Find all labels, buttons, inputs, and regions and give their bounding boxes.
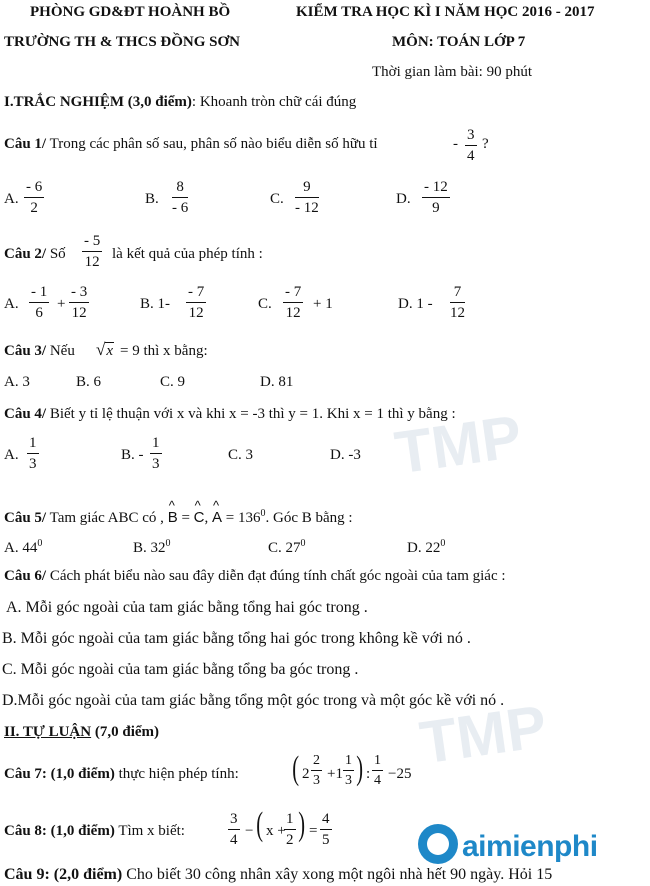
q8-text: Tìm x biết:	[118, 823, 185, 839]
q8-x: x +	[266, 823, 286, 839]
q7-paren-left: (	[292, 750, 300, 787]
q6-question	[4, 568, 506, 585]
q9-label: Câu 9: (2,0 điểm)	[4, 866, 123, 883]
q5-question	[4, 508, 353, 527]
q5-option-d: D. $22^0$	[407, 538, 446, 556]
q1-label: Câu 1/	[4, 136, 47, 152]
q1-option-a-frac: $\frac{- 6}{2}$	[26, 179, 43, 216]
q3-pre: Nếu	[49, 343, 75, 359]
q5-comma: ,	[204, 510, 209, 526]
q7-label: Câu 7: (1,0 điểm)	[4, 766, 115, 782]
q3-sqrt	[96, 340, 114, 360]
q1-option-c: C.	[270, 191, 284, 207]
q5-eq2: = 136	[225, 510, 261, 526]
q4-option-c: C. 3	[228, 447, 254, 463]
q8-frac1: $\frac{3}{4}$	[230, 811, 238, 848]
q1-option-b: B.	[145, 191, 159, 207]
q2-option-c-frac: $\frac{- 7}{12}$	[285, 284, 302, 321]
q5-angle-b: ^ B	[168, 509, 178, 526]
q6-label: Câu 6/	[4, 568, 47, 584]
q4-option-a: A.	[4, 447, 19, 463]
q8-paren-right: )	[298, 806, 306, 843]
q5-degree: 0	[260, 508, 266, 519]
q1-option-c-frac: $\frac{9}{- 12}$	[295, 179, 319, 216]
q2-option-d: D. 1 -	[398, 296, 433, 312]
q2-fraction: $\frac{- 5}{12}$	[84, 233, 101, 270]
q3-option-a: A. 3	[4, 374, 30, 390]
q3-post: = 9 thì x bằng:	[120, 343, 208, 359]
q1-question	[4, 136, 378, 153]
taimienphi-logo-icon	[418, 824, 458, 864]
q6-option-d: D.Mỗi góc ngoài của tam giác bằng tổng một góc trong và một góc kề với nó .	[2, 692, 505, 709]
q6-option-b: B. Mỗi góc ngoài của tam giác bằng tổng hai góc trong không kề với nó .	[2, 630, 471, 647]
q7-text: thực hiện phép tính:	[118, 766, 239, 782]
q2-option-a-frac2: $\frac{- 3}{12}$	[71, 284, 88, 321]
q4-option-d: D. -3	[330, 447, 361, 463]
q7-frac2: $\frac{1}{3}$	[345, 753, 352, 788]
q7-paren-right: )	[356, 750, 364, 787]
q3-question	[4, 343, 75, 360]
q4-question	[4, 406, 456, 423]
q3-label: Câu 3/	[4, 343, 47, 359]
q8-frac2: $\frac{1}{2}$	[286, 811, 294, 848]
q2-post: là kết quả của phép tính :	[112, 246, 263, 262]
q1-option-a: A.	[4, 191, 19, 207]
q5-angle-c: ^ C	[194, 509, 205, 526]
q7-frac1: $\frac{2}{3}$	[313, 753, 320, 788]
q2-option-a: A.	[4, 296, 19, 312]
q5-eq: =	[181, 510, 190, 526]
q3-radicand: x	[106, 343, 114, 359]
q1-option-d: D.	[396, 191, 411, 207]
q1-fraction: $\frac{3}{4}$	[467, 127, 475, 164]
q8-question	[4, 823, 185, 840]
q7-frac3: $\frac{1}{4}$	[374, 753, 381, 788]
q9-question	[4, 866, 552, 884]
q8-frac3: $\frac{4}{5}$	[322, 811, 330, 848]
q7-colon: :	[366, 766, 371, 782]
q1-qmark: ?	[482, 136, 489, 152]
section2-heading	[4, 724, 159, 741]
q4-option-b-frac: $\frac{1}{3}$	[152, 435, 160, 472]
q7-plus: +1	[327, 766, 343, 782]
q5-pre: Tam giác ABC có ,	[49, 510, 164, 526]
section1-instruction: : Khoanh tròn chữ cái đúng	[191, 94, 357, 110]
q6-text: Cách phát biểu nào sau đây diễn đạt đúng tính chất góc ngoài của tam giác :	[49, 568, 506, 584]
q2-option-c: C.	[258, 296, 272, 312]
q1-minus: -	[453, 136, 458, 152]
q2-option-b: B. 1-	[140, 296, 170, 312]
q7-tail: −25	[388, 766, 412, 782]
q8-label: Câu 8: (1,0 điểm)	[4, 823, 115, 839]
q3-option-b: B. 6	[76, 374, 102, 390]
q2-option-d-frac: $\frac{7}{12}$	[450, 284, 465, 321]
q3-option-c: C. 9	[160, 374, 186, 390]
q7-whole: 2	[302, 766, 310, 782]
q2-option-a-plus: +	[57, 296, 66, 312]
taimienphi-logo-text: aimienphi	[462, 830, 598, 863]
q5-angle-a: ^ A	[212, 509, 222, 526]
q3-option-d: D. 81	[260, 374, 294, 390]
q1-text: Trong các phân số sau, phân số nào biểu diễn số hữu tỉ	[49, 136, 378, 152]
q4-label: Câu 4/	[4, 406, 47, 422]
q2-option-b-frac: $\frac{- 7}{12}$	[188, 284, 205, 321]
watermark-tmp-lower: TMP	[415, 692, 551, 777]
sqrt-icon: √	[96, 340, 106, 359]
q2-option-a-frac1: $\frac{- 1}{6}$	[31, 284, 48, 321]
section2-title: II. TỰ LUẬN	[4, 724, 92, 740]
q6-option-c: C. Mỗi góc ngoài của tam giác bằng tổng ba góc trong .	[2, 661, 359, 678]
header-duration: Thời gian làm bài: 90 phút	[372, 64, 532, 80]
section2-points: (7,0 điểm)	[94, 724, 160, 740]
header-subject: MÔN: TOÁN LỚP 7	[392, 34, 526, 50]
q4-option-a-frac: $\frac{1}{3}$	[29, 435, 37, 472]
q2-pre: Số	[49, 246, 66, 262]
q5-label: Câu 5/	[4, 510, 47, 526]
header-department: PHÒNG GD&ĐT HOÀNH BỒ	[30, 4, 231, 20]
q7-question	[4, 766, 239, 783]
q5-option-a: A. $44^0$	[4, 538, 43, 556]
q8-paren-left: (	[256, 806, 264, 843]
q8-eq: =	[309, 823, 318, 839]
q5-post: . Góc B bằng :	[265, 510, 353, 526]
section1-title: I.TRẮC NGHIỆM (3,0 điểm)	[4, 94, 192, 110]
header-exam-title: KIỂM TRA HỌC KÌ I NĂM HỌC 2016 - 2017	[296, 4, 595, 20]
header-school: TRƯỜNG TH & THCS ĐỒNG SƠN	[4, 34, 241, 50]
q5-option-c: C. $27^0$	[268, 538, 306, 556]
q4-text: Biết y tỉ lệ thuận với x và khi x = -3 thì y = 1. Khi x = 1 thì y bằng :	[49, 406, 456, 422]
watermark-tmp-center: TMP	[390, 402, 526, 487]
q2-question-pre	[4, 246, 66, 263]
section1-heading	[4, 94, 356, 111]
q1-option-b-frac: $\frac{8}{- 6}$	[172, 179, 189, 216]
q9-text: Cho biết 30 công nhân xây xong một ngôi nhà hết 90 ngày. Hỏi 15	[126, 866, 553, 883]
q1-option-d-frac: $\frac{- 12}{9}$	[424, 179, 448, 216]
q2-label: Câu 2/	[4, 246, 47, 262]
q6-option-a: A. Mỗi góc ngoài của tam giác bằng tổng hai góc trong .	[6, 599, 368, 616]
q2-option-c-plus: + 1	[313, 296, 333, 312]
q4-option-b: B. -	[121, 447, 144, 463]
q8-minus: −	[245, 823, 254, 839]
q5-option-b: B. $32^0$	[133, 538, 171, 556]
